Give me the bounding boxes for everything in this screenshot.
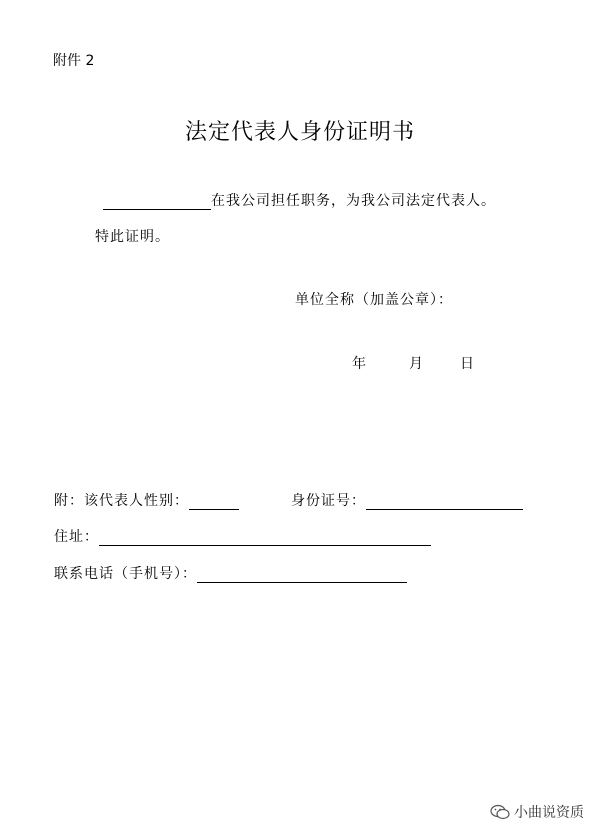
gender-blank[interactable] bbox=[189, 493, 239, 510]
year-label: 年 bbox=[352, 356, 367, 372]
address-row bbox=[54, 526, 431, 546]
certify-text: 特此证明。 bbox=[95, 229, 170, 245]
id-blank[interactable] bbox=[366, 493, 523, 510]
gender-id-row bbox=[54, 490, 523, 510]
name-blank[interactable] bbox=[103, 193, 211, 210]
month-label: 月 bbox=[409, 356, 424, 372]
phone-label: 联系电话（手机号）： bbox=[54, 566, 197, 582]
address-blank[interactable] bbox=[99, 529, 431, 546]
attachment-label: 附件 2 bbox=[53, 53, 95, 69]
document-title: 法定代表人身份证明书 bbox=[184, 120, 415, 145]
statement-row bbox=[103, 190, 496, 210]
address-label: 住址： bbox=[54, 529, 99, 545]
unit-label: 单位全称（加盖公章）： bbox=[295, 292, 453, 308]
gender-label: 附：该代表人性别： bbox=[54, 493, 189, 509]
phone-blank[interactable] bbox=[197, 566, 407, 583]
id-label: 身份证号： bbox=[291, 493, 366, 509]
statement-text: 在我公司担任职务，为我公司法定代表人。 bbox=[211, 193, 496, 209]
watermark-text: 小曲说资质 bbox=[514, 805, 584, 821]
day-label: 日 bbox=[460, 356, 475, 372]
watermark bbox=[490, 802, 584, 822]
phone-row bbox=[54, 563, 407, 583]
date-row bbox=[352, 353, 475, 373]
wechat-icon bbox=[490, 804, 510, 820]
